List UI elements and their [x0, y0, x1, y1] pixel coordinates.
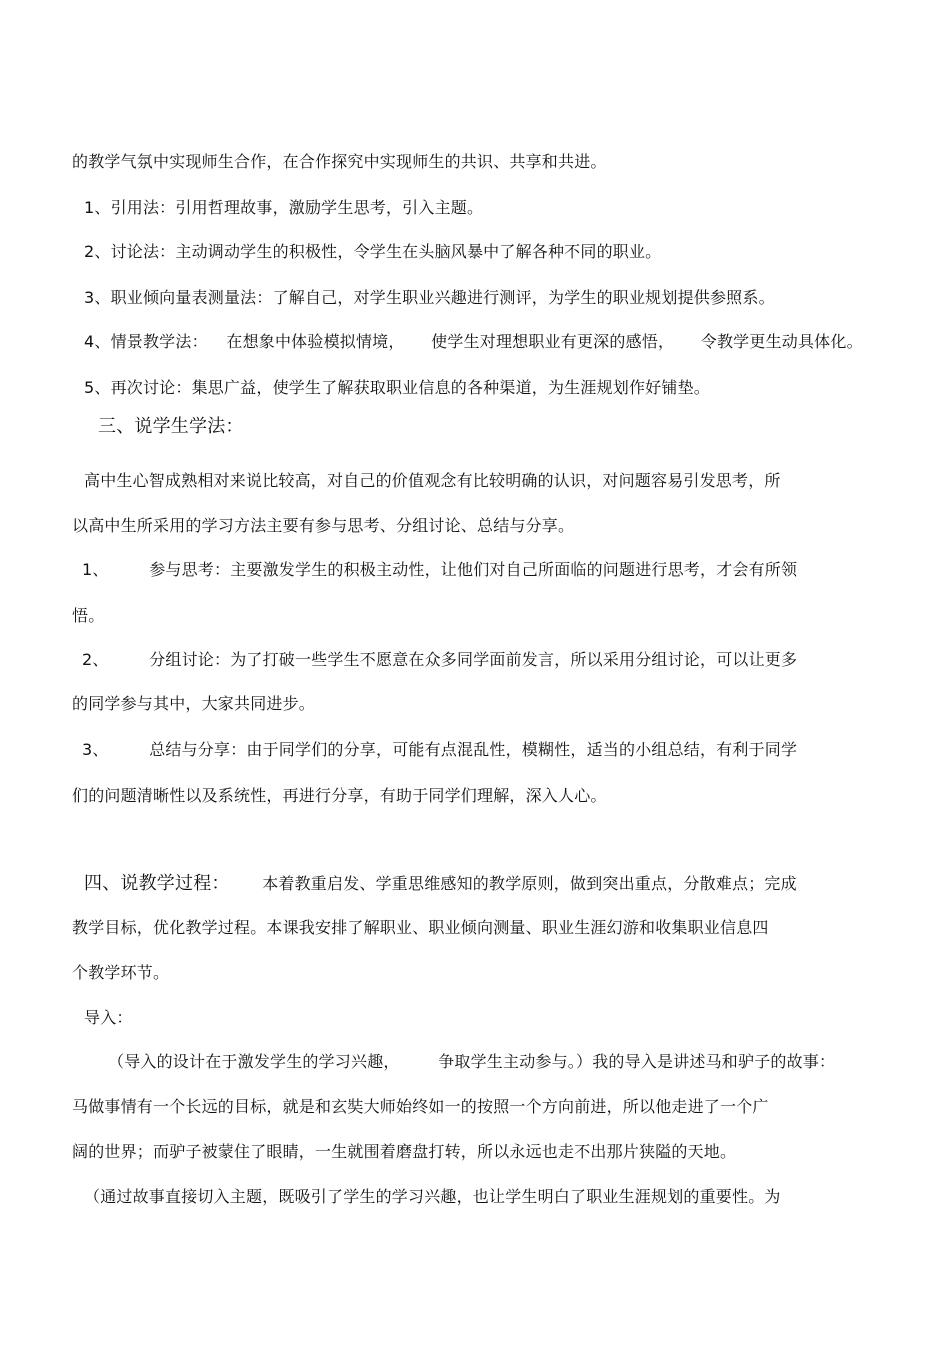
text-line: 悟。 — [72, 606, 105, 625]
section-heading-3: 三、说学生学法： — [98, 416, 244, 437]
text-line: 以高中生所采用的学习方法主要有参与思考、分组讨论、总结与分享。 — [72, 516, 575, 535]
text-line: 阔的世界；而驴子被蒙住了眼睛，一生就围着磨盘打转，所以永远也走不出那片狭隘的天地。 — [72, 1142, 737, 1161]
text-line: 的教学气氛中实现师生合作，在合作探究中实现师生的共识、共享和共进。 — [72, 152, 607, 171]
text-line: 们的问题清晰性以及系统性，再进行分享，有助于同学们理解，深入人心。 — [72, 786, 607, 805]
text-line — [108, 1052, 835, 1072]
study-item-3 — [82, 740, 797, 760]
text-segment: （导入的设计在于激发学生的学习兴趣， — [108, 1052, 400, 1071]
method-item-5: 5、再次讨论：集思广益，使学生了解获取职业信息的各种渠道，为生涯规划作好铺垫。 — [84, 378, 710, 397]
text-segment: 令教学更生动具体化。 — [700, 332, 863, 351]
study-item-2 — [82, 650, 797, 670]
section-heading-4 — [84, 873, 797, 895]
text-segment: 分组讨论：为了打破一些学生不愿意在众多同学面前发言，所以采用分组讨论，可以让更多 — [149, 650, 798, 669]
item-number: 2、 — [82, 650, 109, 669]
text-segment: 使学生对理想职业有更深的感悟， — [431, 332, 675, 351]
text-segment: 4、情景教学法： — [84, 332, 208, 351]
text-line: （通过故事直接切入主题，既吸引了学生的学习兴趣，也让学生明白了职业生涯规划的重要性。为 — [84, 1187, 781, 1206]
text-segment: 争取学生主动参与。）我的导入是讲述马和驴子的故事： — [438, 1052, 836, 1071]
item-number: 3、 — [82, 740, 109, 759]
text-line: 高中生心智成熟相对来说比较高，对自己的价值观念有比较明确的认识，对问题容易引发思考，所 — [84, 471, 781, 490]
method-item-3: 3、职业倾向量表测量法：了解自己，对学生职业兴趣进行测评，为学生的职业规划提供参照系。 — [84, 288, 775, 307]
text-segment: 在想象中体验模拟情境， — [226, 332, 405, 351]
text-segment: 总结与分享：由于同学们的分享，可能有点混乱性，模糊性，适当的小组总结，有利于同学 — [149, 740, 798, 759]
heading-label: 四、说教学过程： — [84, 873, 230, 894]
method-item-4 — [84, 332, 863, 352]
text-line: 的同学参与其中，大家共同进步。 — [72, 694, 316, 713]
subheading-intro: 导入： — [84, 1008, 133, 1027]
text-line: 马做事情有一个长远的目标，就是和玄奘大师始终如一的按照一个方向前进，所以他走进了一个广 — [72, 1097, 769, 1116]
method-item-2: 2、讨论法：主动调动学生的积极性，令学生在头脑风暴中了解各种不同的职业。 — [84, 242, 662, 261]
study-item-1 — [82, 560, 797, 580]
text-line: 教学目标，优化教学过程。本课我安排了解职业、职业倾向测量、职业生涯幻游和收集职业信息四 — [72, 918, 769, 937]
item-number: 1、 — [82, 560, 109, 579]
text-segment: 参与思考：主要激发学生的积极主动性，让他们对自己所面临的问题进行思考，才会有所领 — [149, 560, 798, 579]
method-item-1: 1、引用法：引用哲理故事，激励学生思考，引入主题。 — [84, 198, 484, 217]
text-line: 个教学环节。 — [72, 963, 170, 982]
text-segment: 本着教重启发、学重思维感知的教学原则，做到突出重点，分散难点；完成 — [262, 874, 797, 893]
